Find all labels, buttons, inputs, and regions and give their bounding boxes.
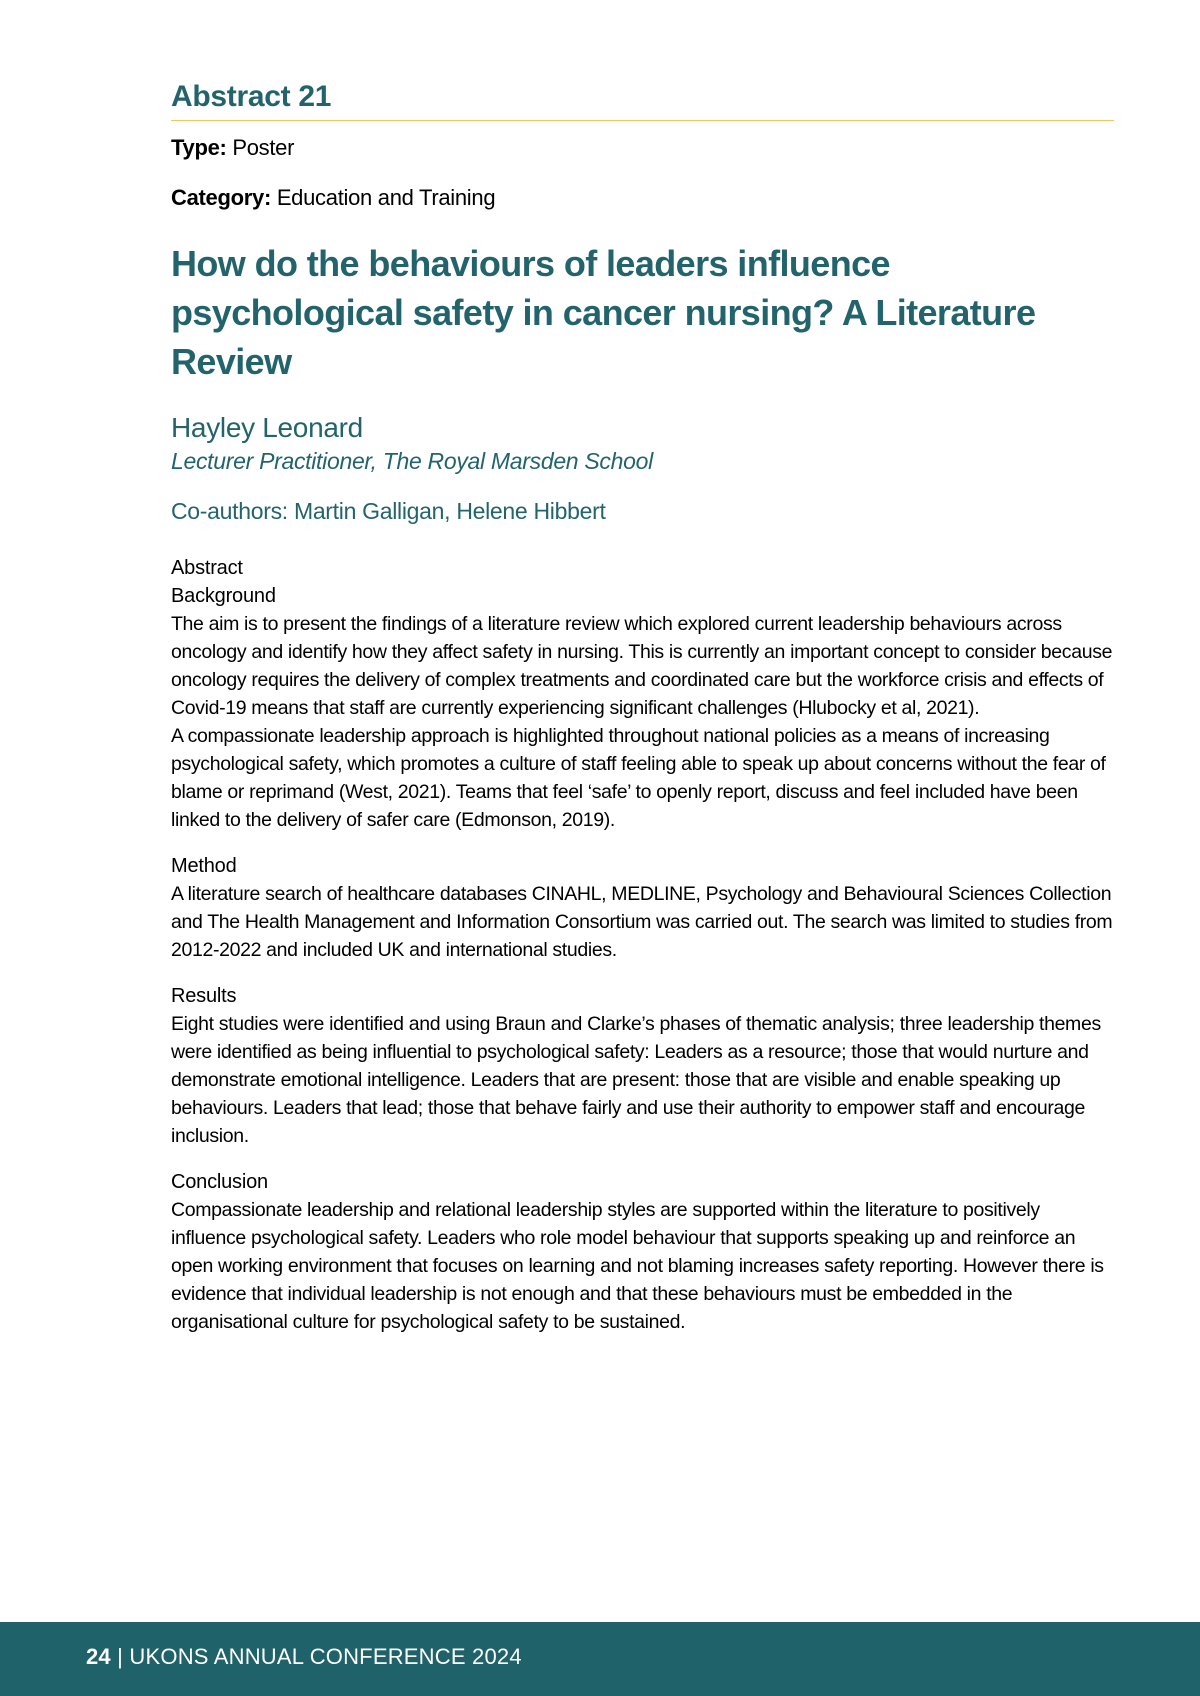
conference-name: UKONS ANNUAL CONFERENCE 2024: [129, 1644, 522, 1669]
footer-separator: |: [110, 1644, 130, 1669]
background-heading: Background: [171, 585, 276, 607]
coauthors: Co-authors: Martin Galligan, Helene Hibbert: [171, 498, 606, 524]
method-section: [171, 852, 1114, 964]
category-line: [171, 183, 1114, 213]
conclusion-heading: Conclusion: [171, 1171, 268, 1193]
results-text: Eight studies were identified and using Braun and Clarke’s phases of thematic analysis; three leadership themes were identified as being influential to psychological safety: Leaders as a resource; those that would nurture and demonstrate emotional intelligence. Leaders that are present: those that are visible and enable speaking up behaviours. Leaders that lead; those that behave fairly and use their authority to empower staff and encourage inclusion.: [171, 1013, 1101, 1147]
abstract-page: [171, 78, 1114, 1336]
type-label: Type:: [171, 135, 227, 160]
paper-title: How do the behaviours of leaders influence psychological safety in cancer nursing? A Literature Review: [171, 243, 1036, 382]
method-text: A literature search of healthcare databases CINAHL, MEDLINE, Psychology and Behavioural Sciences Collection and The Health Management and Information Consortium was carried out. The search was limited to studies from 2012-2022 and included UK and international studies.: [171, 883, 1113, 961]
type-line: [171, 133, 1114, 163]
background-section: [171, 582, 1114, 834]
category-value: Education and Training: [276, 185, 496, 210]
author-name: Hayley Leonard: [171, 412, 363, 443]
category-label: Category:: [171, 185, 271, 210]
type-value: Poster: [232, 135, 295, 160]
footer-text: [86, 1642, 522, 1672]
results-heading: Results: [171, 985, 237, 1007]
page-footer: [0, 1622, 1200, 1696]
background-text-2: A compassionate leadership approach is highlighted throughout national policies as a means of increasing psychological safety, which promotes a culture of staff feeling able to speak up about concerns without the fear of blame or reprimand (West, 2021). Teams that feel ‘safe’ to openly report, discuss and feel included have been linked to the delivery of safer care (Edmonson, 2019).: [171, 725, 1106, 831]
conclusion-text: Compassionate leadership and relational leadership styles are supported within the literature to positively influence psychological safety. Leaders who role model behaviour that supports speaking up and reinforce an open working environment that focuses on learning and not blaming increases safety reporting. However there is evidence that individual leadership is not enough and that these behaviours must be embedded in the organisational culture for psychological safety to be sustained.: [171, 1199, 1104, 1333]
conclusion-section: [171, 1168, 1114, 1336]
method-heading: Method: [171, 855, 237, 877]
author-affiliation: Lecturer Practitioner, The Royal Marsden School: [171, 448, 653, 474]
background-text: The aim is to present the findings of a literature review which explored current leadership behaviours across oncology and identify how they affect safety in nursing. This is currently an important concept to consider because oncology requires the delivery of complex treatments and coordinated care but the workforce crisis and effects of Covid-19 means that staff are currently experiencing significant challenges (Hlubocky et al, 2021).: [171, 613, 1113, 719]
abstract-heading: Abstract: [171, 557, 243, 579]
page-number: 24: [86, 1644, 111, 1669]
abstract-number: Abstract 21: [171, 78, 1114, 121]
results-section: [171, 982, 1114, 1150]
